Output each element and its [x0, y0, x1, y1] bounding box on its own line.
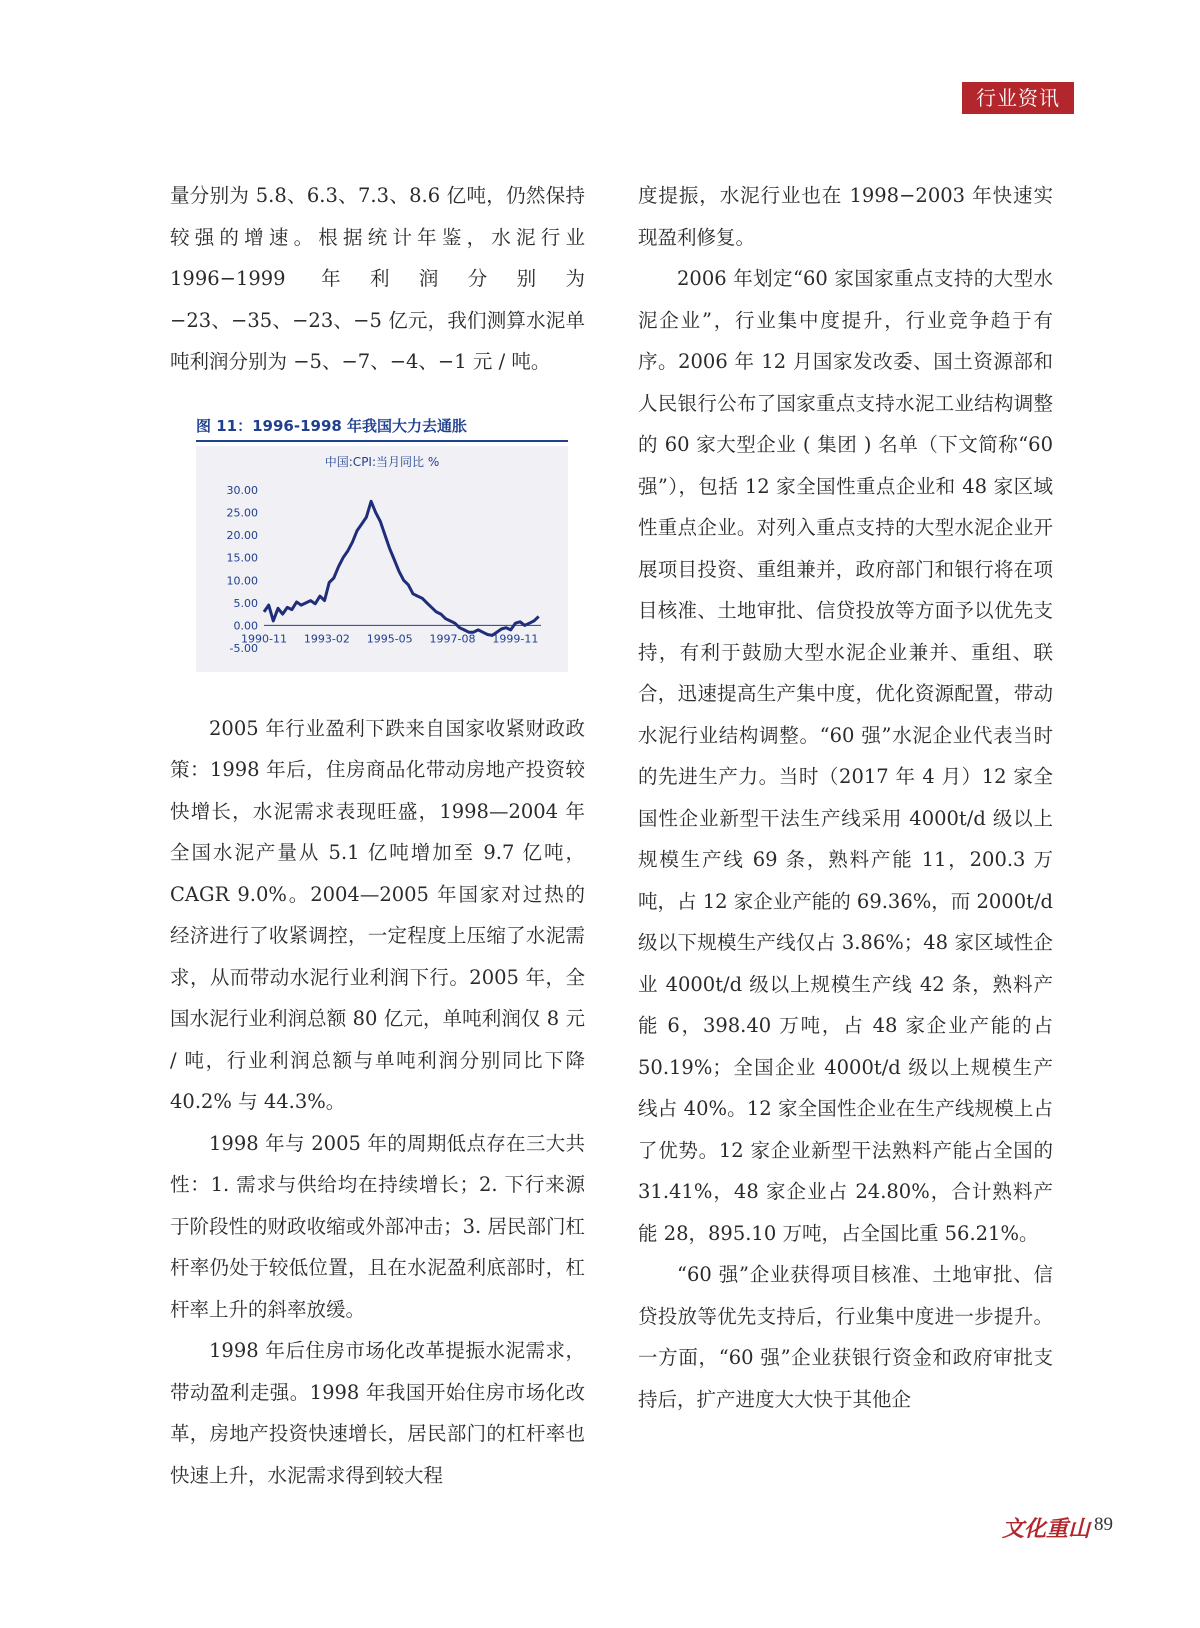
y-tick-label: 5.00: [233, 596, 258, 610]
y-tick-label: 0.00: [233, 618, 258, 632]
paragraph: 2005 年行业盈利下跌来自国家收紧财政政策：1998 年后，住房商品化带动房地产投资较快增长，水泥需求表现旺盛，1998—2004 年全国水泥产量从 5.1 亿吨增加至 9.7 亿吨，CAGR 9.0%。2004—2005 年国家对过热的经济进行了收紧调控，一定程度上压缩了水泥需求，从而带动水泥行业利润下行。2005 年，全国水泥行业利润总额 80 亿元，单吨利润仅 8 元 / 吨，行业利润总额与单吨利润分别同比下降 40.2% 与 44.3%。: [170, 716, 585, 1113]
y-tick-label: 20.00: [226, 528, 258, 542]
section-tag: 行业资讯: [962, 82, 1074, 114]
y-tick-label: 25.00: [226, 506, 258, 520]
paragraph: 1998 年后住房市场化改革提振水泥需求，带动盈利走强。1998 年我国开始住房市场化改革，房地产投资快速增长，居民部门的杠杆率也快速上升，水泥需求得到较大程: [170, 1339, 585, 1487]
x-tick-label: 1990-11: [241, 631, 287, 645]
cpi-line-chart: [196, 446, 568, 672]
page-number: 89: [1094, 1514, 1113, 1535]
x-tick-label: 1997-08: [429, 631, 476, 645]
y-tick-label: 30.00: [226, 483, 258, 497]
x-tick-label: 1995-05: [366, 631, 413, 645]
paragraph: “60 强”企业获得项目核准、土地审批、信贷投放等优先支持后，行业集中度进一步提升。一方面，“60 强”企业获银行资金和政府审批支持后，扩产进度大大快于其他企: [638, 1263, 1053, 1411]
figure-11: [196, 415, 568, 672]
figure-title: 图 11：1996-1998 年我国大力去通胀: [196, 415, 568, 442]
left-column: [170, 175, 585, 1496]
x-tick-label: 1993-02: [303, 631, 350, 645]
paragraph: 度提振，水泥行业也在 1998−2003 年快速实现盈利修复。: [638, 184, 1053, 249]
paragraph: 2006 年划定“60 家国家重点支持的大型水泥企业”，行业集中度提升，行业竞争趋于有序。2006 年 12 月国家发改委、国土资源部和人民银行公布了国家重点支持水泥工业结构调整的 60 家大型企业 ( 集团 ) 名单（下文简称“60 强”），包括 12 家全国性重点企业和 48 家区域性重点企业。对列入重点支持的大型水泥企业开展项目投资、重组兼并，政府部门和银行将在项目核准、土地审批、信贷投放等方面予以优先支持，有利于鼓励大型水泥企业兼并、重组、联合，迅速提高生产集中度，优化资源配置，带动水泥行业结构调整。“60 强”水泥企业代表当时的先进生产力。当时（2017 年 4 月）12 家全国性企业新型干法生产线采用 4000t/d 级以上规模生产线 69 条，熟料产能 11，200.3 万吨，占 12 家企业产能的 69.36%，而 2000t/d 级以下规模生产线仅占 3.86%；48 家区域性企业 4000t/d 级以上规模生产线 42 条，熟料产能 6，398.40 万吨，占 48 家企业产能的占 50.19%；全国企业 4000t/d 级以上规模生产线占 40%。12 家全国性企业在生产线规模上占了优势。12 家企业新型干法熟料产能占全国的 31.41%，48 家企业占 24.80%，合计熟料产能 28，895.10 万吨，占全国比重 56.21%。: [638, 267, 1053, 1245]
magazine-logo: 文化重山: [1002, 1516, 1091, 1542]
paragraph: 量分别为 5.8、6.3、7.3、8.6 亿吨，仍然保持较强的增速。根据统计年鉴，水泥行业 1996−1999 年利润分别为 −23、−35、−23、−5 亿元，我们测算水泥单吨利润分别为 −5、−7、−4、−1 元 / 吨。: [170, 184, 585, 373]
paragraph: 1998 年与 2005 年的周期低点存在三大共性：1. 需求与供给均在持续增长；2. 下行来源于阶段性的财政收缩或外部冲击；3. 居民部门杠杆率仍处于较低位置，且在水泥盈利底部时，杠杆率上升的斜率放缓。: [170, 1131, 585, 1321]
right-column: [638, 175, 1053, 1420]
chart-title: 中国:CPI:当月同比 %: [324, 454, 440, 469]
chart-area: [196, 446, 568, 672]
cpi-series-line: [264, 501, 539, 635]
x-tick-label: 1999-11: [492, 631, 539, 645]
y-tick-label: 15.00: [226, 551, 258, 565]
y-tick-label: -5.00: [229, 641, 258, 655]
y-tick-label: 10.00: [226, 573, 258, 587]
